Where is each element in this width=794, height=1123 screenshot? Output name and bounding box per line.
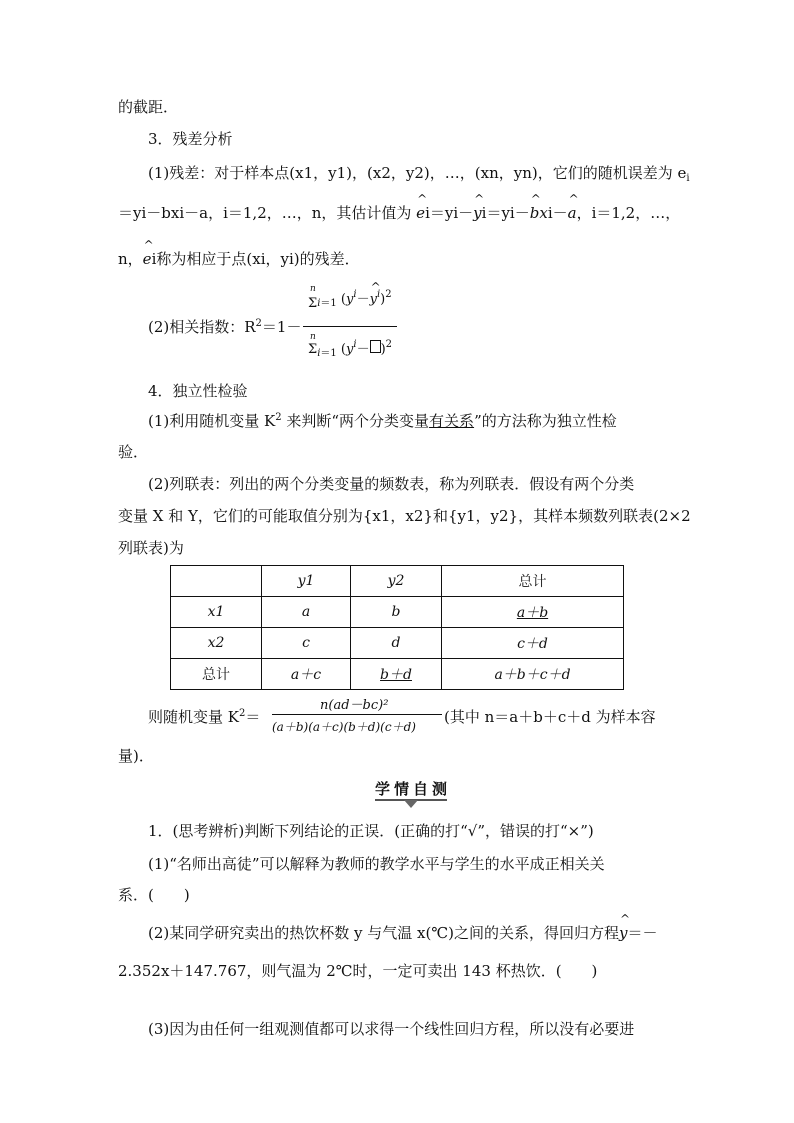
table-cell: x2: [171, 628, 262, 659]
table-cell: y1: [262, 566, 351, 597]
table-cell: a: [262, 597, 351, 628]
contingency-table: [170, 565, 624, 690]
k2-fraction-bar: [272, 714, 442, 715]
continuation-line: 的截距．: [118, 98, 179, 116]
table-cell: b: [351, 597, 442, 628]
residual-def-line-2: ＝yi－bxi－a，i＝1,2，…，n，其估计值为 ^ ei＝yi－^ yi＝yi－^ bxi－^ a，i＝1,2，…，: [118, 202, 680, 223]
table-cell: a＋b: [442, 597, 624, 628]
question-1-item-2-cont: 2.352x＋147.767，则气温为 2℃时，一定可卖出 143 杯热饮．( ): [118, 962, 598, 980]
r2-denominator: n $\Sigma_{i=1}$ $(y^i- )^2$: [308, 332, 393, 359]
table-cell: c: [262, 628, 351, 659]
table-row: [171, 659, 624, 690]
question-1-item-1: (1)“名师出高徒”可以解释为教师的教学水平与学生的水平成正相关关: [148, 855, 605, 873]
section-3-heading: 3．残差分析: [148, 130, 233, 148]
question-1-item-3: (3)因为由任何一组观测值都可以求得一个线性回归方程，所以没有必要进: [148, 1020, 635, 1038]
k2-tail-2: 量)．: [118, 747, 154, 765]
table-cell: c＋d: [442, 628, 624, 659]
contingency-line-2: 变量 X 和 Y，它们的可能取值分别为{x1，x2}和{y1，y2}，其样本频数列联表(2×2: [118, 507, 691, 525]
k2-tail: (其中 n＝a＋b＋c＋d 为样本容: [444, 708, 656, 726]
independence-line-1: (1)利用随机变量 $K^2$ 来判断“两个分类变量有关系”的方法称为独立性检: [148, 412, 617, 430]
contingency-line-1: (2)列联表：列出的两个分类变量的频数表，称为列联表．假设有两个分类: [148, 475, 635, 493]
r2-numerator: n $\Sigma_{i=1}$ ($y^i-\^{}$ $y^i)^2$: [308, 288, 392, 309]
residual-def-line-1-full: (1)残差：对于样本点(x1，y1)，(x2，y2)，…，(xn，yn)，它们的随机误差为 $e_i$: [148, 164, 690, 184]
table-cell: 总计: [171, 659, 262, 690]
r2-fraction-bar: [303, 326, 397, 327]
table-cell: x1: [171, 597, 262, 628]
table-cell: a＋c: [262, 659, 351, 690]
k2-numerator: n(ad－bc)²: [320, 698, 389, 713]
table-cell: a＋b＋c＋d: [442, 659, 624, 690]
table-row: [171, 628, 624, 659]
triangle-marker-icon: [404, 800, 418, 808]
residual-def-line-3: n，^ ei称为相应于点(xi，yi)的残差．: [118, 248, 360, 269]
independence-line-2: 验．: [118, 443, 149, 461]
contingency-line-3: 列联表)为: [118, 539, 184, 557]
table-cell: y2: [351, 566, 442, 597]
table-cell: 总计: [442, 566, 624, 597]
table-cell: d: [351, 628, 442, 659]
question-1-stem: 1．(思考辨析)判断下列结论的正误．(正确的打“√”，错误的打“×”): [148, 822, 594, 840]
r-squared-label: (2)相关指数：$R^2=1-$: [148, 318, 302, 336]
table-cell: b＋d: [351, 659, 442, 690]
question-1-item-2: (2)某同学研究卖出的热饮杯数 y 与气温 x(℃)之间的关系，得回归方程^ y＝－: [148, 922, 657, 943]
k2-denominator: (a＋b)(a＋c)(b＋d)(c＋d): [272, 720, 416, 734]
question-1-item-1-cont: 系．( ): [118, 886, 190, 904]
table-cell: [171, 566, 262, 597]
k2-lead: 则随机变量 $K^2=$: [148, 708, 261, 726]
table-header-row: [171, 566, 624, 597]
section-4-heading: 4．独立性检验: [148, 382, 248, 400]
table-row: [171, 597, 624, 628]
section-title: 学情自测: [375, 780, 452, 798]
